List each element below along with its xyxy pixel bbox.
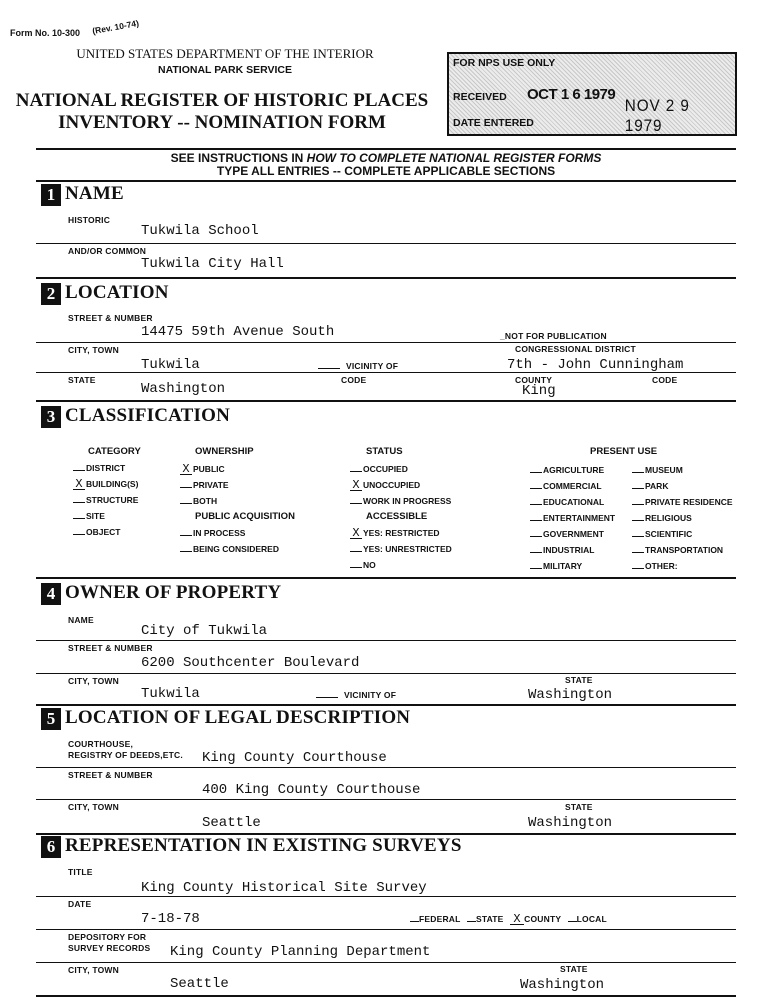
- instructions-italic: HOW TO COMPLETE NATIONAL REGISTER FORMS: [306, 151, 602, 165]
- rule: [36, 640, 736, 641]
- code-label: CODE: [341, 375, 367, 385]
- survey-title-label: TITLE: [68, 867, 93, 877]
- entered-stamp: NOV 2 9 1979: [624, 96, 690, 135]
- congressional-value: 7th - John Cunningham: [507, 357, 684, 373]
- use-commercial: COMMERCIAL: [530, 481, 602, 491]
- congressional-label: CONGRESSIONAL DISTRICT: [515, 344, 636, 354]
- form-title-line2: INVENTORY -- NOMINATION FORM: [58, 112, 386, 133]
- present-use-heading: PRESENT USE: [590, 446, 658, 457]
- use-museum: MUSEUM: [632, 465, 683, 475]
- court-state: Washington: [528, 815, 613, 831]
- status-work-in-progress: WORK IN PROGRESS: [350, 496, 451, 506]
- received-stamp: OCT 1 6 1979: [527, 86, 616, 103]
- rule: [36, 400, 736, 402]
- revision-note: (Rev. 10-74): [91, 17, 140, 37]
- owner-city-label: CITY, TOWN: [68, 676, 119, 686]
- section-2-number: 2: [41, 283, 61, 305]
- owner-street-label: STREET & NUMBER: [68, 643, 153, 653]
- dep-state: Washington: [520, 977, 605, 993]
- street-label: STREET & NUMBER: [68, 313, 153, 323]
- nps-use-box: [447, 52, 737, 136]
- owner-street: 6200 Southcenter Boulevard: [141, 655, 360, 671]
- section-6-title: REPRESENTATION IN EXISTING SURVEYS: [65, 835, 462, 856]
- acc-no: NO: [350, 560, 376, 570]
- court-city: Seattle: [202, 815, 261, 831]
- rule-bottom: [36, 995, 736, 997]
- common-label: AND/OR COMMON: [68, 246, 147, 256]
- survey-level-options: FEDERAL STATE X COUNTY LOCAL: [410, 914, 607, 925]
- rule: [36, 704, 736, 706]
- instructions-prefix: SEE INSTRUCTIONS IN: [170, 151, 307, 165]
- accessible-heading: ACCESSIBLE: [366, 511, 428, 522]
- owner-city: Tukwila: [141, 686, 200, 702]
- rule: [36, 577, 736, 579]
- dep-state-label: STATE: [560, 964, 588, 974]
- state-label: STATE: [68, 375, 96, 385]
- own-public: X PUBLIC: [180, 464, 225, 475]
- dep-city-label: CITY, TOWN: [68, 965, 119, 975]
- use-park: PARK: [632, 481, 668, 491]
- cat-structure: STRUCTURE: [73, 495, 138, 505]
- section-2-title: LOCATION: [65, 282, 169, 303]
- depository-label-2: SURVEY RECORDS: [68, 943, 151, 953]
- acq-being-considered: BEING CONSIDERED: [180, 544, 279, 554]
- acq-in-process: IN PROCESS: [180, 528, 245, 538]
- street-value: 14475 59th Avenue South: [141, 324, 335, 340]
- city-value: Tukwila: [141, 357, 200, 373]
- section-5-title: LOCATION OF LEGAL DESCRIPTION: [65, 707, 411, 728]
- use-agriculture: AGRICULTURE: [530, 465, 604, 475]
- received-label: RECEIVED: [453, 91, 507, 103]
- section-6-number: 6: [41, 836, 61, 858]
- rule: [36, 799, 736, 800]
- owner-vicinity-of: VICINITY OF: [316, 690, 396, 700]
- vicinity-of: VICINITY OF: [318, 361, 398, 371]
- form-title-line1: NATIONAL REGISTER OF HISTORIC PLACES: [15, 90, 429, 111]
- county-label: COUNTY: [515, 375, 553, 385]
- ownership-heading: OWNERSHIP: [195, 446, 254, 457]
- rule: [36, 962, 736, 963]
- use-private-residence: PRIVATE RESIDENCE: [632, 497, 733, 507]
- survey-title: King County Historical Site Survey: [141, 880, 427, 896]
- date-entered-label: DATE ENTERED: [453, 117, 534, 129]
- rule: [36, 277, 736, 279]
- state-value: Washington: [141, 381, 226, 397]
- owner-state: Washington: [528, 687, 613, 703]
- section-1-number: 1: [41, 184, 61, 206]
- own-both: BOTH: [180, 496, 217, 506]
- depository-label-1: DEPOSITORY FOR: [68, 932, 147, 942]
- court-state-label: STATE: [565, 802, 593, 812]
- own-private: PRIVATE: [180, 480, 229, 490]
- service: NATIONAL PARK SERVICE: [158, 64, 292, 76]
- owner-name-label: NAME: [68, 615, 94, 625]
- section-4-number: 4: [41, 583, 61, 605]
- common-name: Tukwila City Hall: [141, 256, 284, 272]
- public-acquisition-heading: PUBLIC ACQUISITION: [195, 511, 295, 522]
- status-occupied: OCCUPIED: [350, 464, 408, 474]
- historic-name: Tukwila School: [141, 223, 259, 239]
- rule: [36, 896, 736, 897]
- section-3-number: 3: [41, 406, 61, 428]
- rule: [36, 929, 736, 930]
- courthouse-label-1: COURTHOUSE,: [68, 739, 134, 749]
- depository-value: King County Planning Department: [170, 944, 431, 960]
- rule-top: [36, 148, 736, 150]
- rule: [36, 342, 736, 343]
- court-street: 400 King County Courthouse: [202, 782, 421, 798]
- cat-buildings: X BUILDING(S): [73, 479, 138, 490]
- use-scientific: SCIENTIFIC: [632, 529, 692, 539]
- use-religious: RELIGIOUS: [632, 513, 692, 523]
- section-1-title: NAME: [65, 183, 124, 204]
- form-number: Form No. 10-300: [10, 28, 81, 38]
- status-heading: STATUS: [366, 446, 403, 457]
- courthouse-label-2: REGISTRY OF DEEDS,ETC.: [68, 750, 183, 760]
- use-entertainment: ENTERTAINMENT: [530, 513, 615, 523]
- cat-site: SITE: [73, 511, 105, 521]
- historic-label: HISTORIC: [68, 215, 111, 225]
- rule-after-instructions: [36, 180, 736, 182]
- cat-object: OBJECT: [73, 527, 120, 537]
- use-other: OTHER:: [632, 561, 678, 571]
- city-label: CITY, TOWN: [68, 345, 119, 355]
- county-code-label: CODE: [652, 375, 678, 385]
- section-5-number: 5: [41, 708, 61, 730]
- use-industrial: INDUSTRIAL: [530, 545, 594, 555]
- survey-date: 7-18-78: [141, 911, 200, 927]
- court-city-label: CITY, TOWN: [68, 802, 119, 812]
- rule: [36, 372, 736, 373]
- survey-date-label: DATE: [68, 899, 92, 909]
- instructions-line1: [36, 151, 736, 165]
- use-military: MILITARY: [530, 561, 582, 571]
- department: UNITED STATES DEPARTMENT OF THE INTERIOR: [76, 46, 374, 61]
- owner-name: City of Tukwila: [141, 623, 268, 639]
- county-value: King: [522, 383, 556, 399]
- acc-yes-unrestricted: YES: UNRESTRICTED: [350, 544, 452, 554]
- courthouse-value: King County Courthouse: [202, 750, 387, 766]
- rule: [36, 673, 736, 674]
- use-educational: EDUCATIONAL: [530, 497, 604, 507]
- nps-use-only: FOR NPS USE ONLY: [453, 57, 556, 69]
- status-unoccupied: X UNOCCUPIED: [350, 480, 420, 491]
- use-transportation: TRANSPORTATION: [632, 545, 723, 555]
- cat-district: DISTRICT: [73, 463, 125, 473]
- acc-yes-restricted: X YES: RESTRICTED: [350, 528, 440, 539]
- rule: [36, 767, 736, 768]
- rule: [36, 243, 736, 244]
- dep-city: Seattle: [170, 976, 229, 992]
- use-government: GOVERNMENT: [530, 529, 604, 539]
- owner-state-label: STATE: [565, 675, 593, 685]
- not-for-publication: _NOT FOR PUBLICATION: [500, 331, 607, 341]
- court-street-label: STREET & NUMBER: [68, 770, 153, 780]
- instructions-line2: TYPE ALL ENTRIES -- COMPLETE APPLICABLE SECTIONS: [216, 164, 556, 178]
- section-3-title: CLASSIFICATION: [65, 405, 231, 426]
- category-heading: CATEGORY: [88, 446, 141, 457]
- section-4-title: OWNER OF PROPERTY: [65, 582, 282, 603]
